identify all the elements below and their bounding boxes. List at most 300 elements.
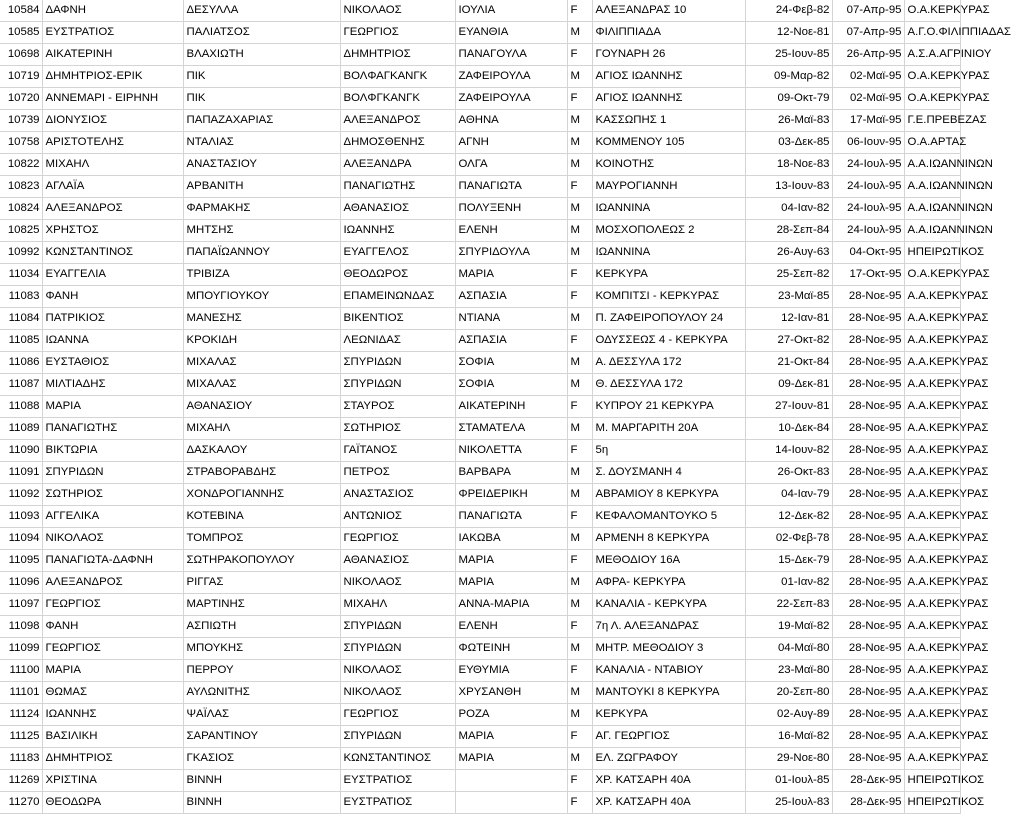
last-name-cell[interactable]: ΠΙΚ <box>183 88 340 110</box>
sex-cell[interactable]: F <box>567 506 592 528</box>
address-cell[interactable]: ΜΑΥΡΟΓΙΑΝΝΗ <box>592 176 745 198</box>
first-name-cell[interactable]: ΔΙΟΝΥΣΙΟΣ <box>42 110 183 132</box>
school-cell[interactable]: ΗΠΕΙΡΩΤΙΚΟΣ <box>904 242 960 264</box>
father-name-cell[interactable]: ΕΥΣΤΡΑΤΙΟΣ <box>340 770 455 792</box>
school-cell[interactable]: Α.Α.ΚΕΡΚΥΡΑΣ <box>904 638 960 660</box>
school-cell[interactable]: Α.Α.ΚΕΡΚΥΡΑΣ <box>904 352 960 374</box>
address-cell[interactable]: ΙΩΑΝΝΙΝΑ <box>592 198 745 220</box>
father-name-cell[interactable]: ΣΠΥΡΙΔΩΝ <box>340 638 455 660</box>
last-name-cell[interactable]: ΔΑΣΚΑΛΟΥ <box>183 440 340 462</box>
father-name-cell[interactable]: ΣΠΥΡΙΔΩΝ <box>340 374 455 396</box>
registration-date-cell[interactable]: 28-Νοε-95 <box>832 682 904 704</box>
school-cell[interactable]: Α.Α.ΚΕΡΚΥΡΑΣ <box>904 308 960 330</box>
record-id-cell[interactable]: 11270 <box>0 792 42 814</box>
address-cell[interactable]: ΜΕΘΟΔΙΟΥ 16Α <box>592 550 745 572</box>
sex-cell[interactable]: F <box>567 264 592 286</box>
record-id-cell[interactable]: 11125 <box>0 726 42 748</box>
registration-date-cell[interactable]: 02-Μαϊ-95 <box>832 88 904 110</box>
address-cell[interactable]: 7η Λ. ΑΛΕΞΑΝΔΡΑΣ <box>592 616 745 638</box>
birth-date-cell[interactable]: 20-Σεπ-80 <box>745 682 832 704</box>
last-name-cell[interactable]: ΠΑΛΙΑΤΣΟΣ <box>183 22 340 44</box>
father-name-cell[interactable]: ΝΙΚΟΛΑΟΣ <box>340 660 455 682</box>
last-name-cell[interactable]: ΜΙΧΑΗΛ <box>183 418 340 440</box>
father-name-cell[interactable]: ΑΝΤΩΝΙΟΣ <box>340 506 455 528</box>
registration-date-cell[interactable]: 28-Νοε-95 <box>832 352 904 374</box>
sex-cell[interactable]: M <box>567 198 592 220</box>
father-name-cell[interactable]: ΣΠΥΡΙΔΩΝ <box>340 352 455 374</box>
last-name-cell[interactable]: ΣΑΡΑΝΤΙΝΟΥ <box>183 726 340 748</box>
first-name-cell[interactable]: ΑΝΝΕΜΑΡΙ - ΕΙΡΗΝΗ <box>42 88 183 110</box>
address-cell[interactable]: ΚΥΠΡΟΥ 21 ΚΕΡΚΥΡΑ <box>592 396 745 418</box>
record-id-cell[interactable]: 11089 <box>0 418 42 440</box>
record-id-cell[interactable]: 10739 <box>0 110 42 132</box>
mother-name-cell[interactable]: ΑΣΠΑΣΙΑ <box>455 286 567 308</box>
sex-cell[interactable]: F <box>567 396 592 418</box>
last-name-cell[interactable]: ΔΕΣΥΛΛΑ <box>183 0 340 22</box>
father-name-cell[interactable]: ΑΝΑΣΤΑΣΙΟΣ <box>340 484 455 506</box>
school-cell[interactable]: Α.Α.ΚΕΡΚΥΡΑΣ <box>904 330 960 352</box>
mother-name-cell[interactable]: ΜΑΡΙΑ <box>455 550 567 572</box>
record-id-cell[interactable]: 10992 <box>0 242 42 264</box>
father-name-cell[interactable]: ΕΥΑΓΓΕΛΟΣ <box>340 242 455 264</box>
school-cell[interactable]: Ο.Α.ΚΕΡΚΥΡΑΣ <box>904 66 960 88</box>
address-cell[interactable]: ΧΡ. ΚΑΤΣΑΡΗ 40Α <box>592 770 745 792</box>
address-cell[interactable]: ΚΑΝΑΛΙΑ - ΝΤΑΒΙΟΥ <box>592 660 745 682</box>
mother-name-cell[interactable]: ΜΑΡΙΑ <box>455 572 567 594</box>
school-cell[interactable]: Α.Α.ΚΕΡΚΥΡΑΣ <box>904 418 960 440</box>
first-name-cell[interactable]: ΜΙΛΤΙΑΔΗΣ <box>42 374 183 396</box>
address-cell[interactable]: ΑΓΙΟΣ ΙΩΑΝΝΗΣ <box>592 66 745 88</box>
sex-cell[interactable]: M <box>567 352 592 374</box>
birth-date-cell[interactable]: 02-Φεβ-78 <box>745 528 832 550</box>
last-name-cell[interactable]: ΑΘΑΝΑΣΙΟΥ <box>183 396 340 418</box>
first-name-cell[interactable]: ΝΙΚΟΛΑΟΣ <box>42 528 183 550</box>
birth-date-cell[interactable]: 26-Αυγ-63 <box>745 242 832 264</box>
last-name-cell[interactable]: ΝΤΑΛΙΑΣ <box>183 132 340 154</box>
sex-cell[interactable]: M <box>567 308 592 330</box>
last-name-cell[interactable]: ΨΑΪΛΑΣ <box>183 704 340 726</box>
sex-cell[interactable]: M <box>567 484 592 506</box>
mother-name-cell[interactable]: ΣΟΦΙΑ <box>455 352 567 374</box>
sex-cell[interactable]: F <box>567 550 592 572</box>
address-cell[interactable]: ΚΑΝΑΛΙΑ - ΚΕΡΚΥΡΑ <box>592 594 745 616</box>
address-cell[interactable]: ΚΟΜΠΙΤΣΙ - ΚΕΡΚΥΡΑΣ <box>592 286 745 308</box>
last-name-cell[interactable]: ΒΙΝΝΗ <box>183 792 340 814</box>
sex-cell[interactable]: M <box>567 704 592 726</box>
first-name-cell[interactable]: ΧΡΗΣΤΟΣ <box>42 220 183 242</box>
father-name-cell[interactable]: ΔΗΜΟΣΘΕΝΗΣ <box>340 132 455 154</box>
mother-name-cell[interactable]: ΣΤΑΜΑΤΕΛΑ <box>455 418 567 440</box>
school-cell[interactable]: Α.Γ.Ο.ΦΙΛΙΠΠΙΑΔΑΣ <box>904 22 960 44</box>
mother-name-cell[interactable]: ΜΑΡΙΑ <box>455 748 567 770</box>
birth-date-cell[interactable]: 04-Ιαν-79 <box>745 484 832 506</box>
father-name-cell[interactable]: ΑΛΕΞΑΝΔΡΑ <box>340 154 455 176</box>
birth-date-cell[interactable]: 15-Δεκ-79 <box>745 550 832 572</box>
registration-date-cell[interactable]: 24-Ιουλ-95 <box>832 176 904 198</box>
birth-date-cell[interactable]: 02-Αυγ-89 <box>745 704 832 726</box>
registration-date-cell[interactable]: 28-Νοε-95 <box>832 286 904 308</box>
sex-cell[interactable]: M <box>567 528 592 550</box>
sex-cell[interactable]: F <box>567 792 592 814</box>
birth-date-cell[interactable]: 28-Σεπ-84 <box>745 220 832 242</box>
first-name-cell[interactable]: ΙΩΑΝΝΑ <box>42 330 183 352</box>
record-id-cell[interactable]: 10719 <box>0 66 42 88</box>
sex-cell[interactable]: M <box>567 220 592 242</box>
school-cell[interactable]: Α.Α.ΙΩΑΝΝΙΝΩΝ <box>904 154 960 176</box>
record-id-cell[interactable]: 11034 <box>0 264 42 286</box>
first-name-cell[interactable]: ΣΠΥΡΙΔΩΝ <box>42 462 183 484</box>
record-id-cell[interactable]: 11087 <box>0 374 42 396</box>
father-name-cell[interactable]: ΠΑΝΑΓΙΩΤΗΣ <box>340 176 455 198</box>
sex-cell[interactable]: M <box>567 374 592 396</box>
mother-name-cell[interactable]: ΝΙΚΟΛΕΤΤΑ <box>455 440 567 462</box>
school-cell[interactable]: Α.Α.ΚΕΡΚΥΡΑΣ <box>904 660 960 682</box>
mother-name-cell[interactable]: ΣΟΦΙΑ <box>455 374 567 396</box>
address-cell[interactable]: ΑΛΕΞΑΝΔΡΑΣ 10 <box>592 0 745 22</box>
last-name-cell[interactable]: ΠΑΠΑΪΩΑΝΝΟΥ <box>183 242 340 264</box>
father-name-cell[interactable]: ΣΤΑΥΡΟΣ <box>340 396 455 418</box>
birth-date-cell[interactable]: 13-Ιουν-83 <box>745 176 832 198</box>
birth-date-cell[interactable]: 16-Μαϊ-82 <box>745 726 832 748</box>
mother-name-cell[interactable]: ΜΑΡΙΑ <box>455 264 567 286</box>
school-cell[interactable]: Α.Σ.Α.ΑΓΡΙΝΙΟΥ <box>904 44 960 66</box>
last-name-cell[interactable]: ΣΤΡΑΒΟΡΑΒΔΗΣ <box>183 462 340 484</box>
registration-date-cell[interactable]: 17-Μαϊ-95 <box>832 110 904 132</box>
sex-cell[interactable]: M <box>567 66 592 88</box>
address-cell[interactable]: ΜΗΤΡ. ΜΕΘΟΔΙΟΥ 3 <box>592 638 745 660</box>
address-cell[interactable]: ΚΑΣΣΩΠΗΣ 1 <box>592 110 745 132</box>
sex-cell[interactable]: M <box>567 418 592 440</box>
record-id-cell[interactable]: 11083 <box>0 286 42 308</box>
registration-date-cell[interactable]: 28-Νοε-95 <box>832 616 904 638</box>
sex-cell[interactable]: F <box>567 44 592 66</box>
sex-cell[interactable]: M <box>567 748 592 770</box>
first-name-cell[interactable]: ΦΑΝΗ <box>42 286 183 308</box>
record-id-cell[interactable]: 11090 <box>0 440 42 462</box>
school-cell[interactable]: Α.Α.ΚΕΡΚΥΡΑΣ <box>904 594 960 616</box>
birth-date-cell[interactable]: 09-Δεκ-81 <box>745 374 832 396</box>
school-cell[interactable]: Α.Α.ΚΕΡΚΥΡΑΣ <box>904 682 960 704</box>
school-cell[interactable]: Α.Α.ΚΕΡΚΥΡΑΣ <box>904 572 960 594</box>
school-cell[interactable]: Α.Α.ΙΩΑΝΝΙΝΩΝ <box>904 198 960 220</box>
record-id-cell[interactable]: 10698 <box>0 44 42 66</box>
birth-date-cell[interactable]: 24-Φεβ-82 <box>745 0 832 22</box>
first-name-cell[interactable]: ΜΑΡΙΑ <box>42 396 183 418</box>
first-name-cell[interactable]: ΕΥΣΤΡΑΤΙΟΣ <box>42 22 183 44</box>
mother-name-cell[interactable]: ΑΣΠΑΣΙΑ <box>455 330 567 352</box>
school-cell[interactable]: Α.Α.ΚΕΡΚΥΡΑΣ <box>904 374 960 396</box>
first-name-cell[interactable]: ΔΗΜΗΤΡΙΟΣ <box>42 748 183 770</box>
birth-date-cell[interactable]: 27-Ιουν-81 <box>745 396 832 418</box>
father-name-cell[interactable]: ΒΟΛΦΑΓΚΑΝΓΚ <box>340 66 455 88</box>
first-name-cell[interactable]: ΦΑΝΗ <box>42 616 183 638</box>
father-name-cell[interactable]: ΑΘΑΝΑΣΙΟΣ <box>340 198 455 220</box>
birth-date-cell[interactable]: 19-Μαϊ-82 <box>745 616 832 638</box>
sex-cell[interactable]: F <box>567 286 592 308</box>
first-name-cell[interactable]: ΑΡΙΣΤΟΤΕΛΗΣ <box>42 132 183 154</box>
father-name-cell[interactable]: ΓΕΩΡΓΙΟΣ <box>340 528 455 550</box>
sex-cell[interactable]: M <box>567 22 592 44</box>
mother-name-cell[interactable]: ΕΛΕΝΗ <box>455 220 567 242</box>
school-cell[interactable]: Α.Α.ΚΕΡΚΥΡΑΣ <box>904 462 960 484</box>
birth-date-cell[interactable]: 21-Οκτ-84 <box>745 352 832 374</box>
first-name-cell[interactable]: ΜΙΧΑΗΛ <box>42 154 183 176</box>
address-cell[interactable]: ΑΓ. ΓΕΩΡΓΙΟΣ <box>592 726 745 748</box>
last-name-cell[interactable]: ΤΟΜΠΡΟΣ <box>183 528 340 550</box>
school-cell[interactable]: Γ.Ε.ΠΡΕΒΕΖΑΣ <box>904 110 960 132</box>
birth-date-cell[interactable]: 25-Ιουν-85 <box>745 44 832 66</box>
first-name-cell[interactable]: ΑΛΕΞΑΝΔΡΟΣ <box>42 198 183 220</box>
school-cell[interactable]: Α.Α.ΚΕΡΚΥΡΑΣ <box>904 484 960 506</box>
last-name-cell[interactable]: ΜΠΟΥΓΙΟΥΚΟΥ <box>183 286 340 308</box>
father-name-cell[interactable]: ΣΩΤΗΡΙΟΣ <box>340 418 455 440</box>
mother-name-cell[interactable]: ΑΝΝΑ-ΜΑΡΙΑ <box>455 594 567 616</box>
mother-name-cell[interactable]: ΦΡΕΙΔΕΡΙΚΗ <box>455 484 567 506</box>
sex-cell[interactable]: M <box>567 154 592 176</box>
first-name-cell[interactable]: ΒΑΣΙΛΙΚΗ <box>42 726 183 748</box>
registration-date-cell[interactable]: 17-Οκτ-95 <box>832 264 904 286</box>
registration-date-cell[interactable]: 28-Νοε-95 <box>832 594 904 616</box>
record-id-cell[interactable]: 11101 <box>0 682 42 704</box>
father-name-cell[interactable]: ΑΛΕΞΑΝΔΡΟΣ <box>340 110 455 132</box>
father-name-cell[interactable]: ΒΙΚΕΝΤΙΟΣ <box>340 308 455 330</box>
last-name-cell[interactable]: ΜΙΧΑΛΑΣ <box>183 352 340 374</box>
mother-name-cell[interactable]: ΙΑΚΩΒΑ <box>455 528 567 550</box>
father-name-cell[interactable]: ΓΕΩΡΓΙΟΣ <box>340 704 455 726</box>
mother-name-cell[interactable]: ΠΑΝΑΓΙΩΤΑ <box>455 176 567 198</box>
mother-name-cell[interactable]: ΠΑΝΑΓΟΥΛΑ <box>455 44 567 66</box>
sex-cell[interactable]: M <box>567 462 592 484</box>
first-name-cell[interactable]: ΘΩΜΑΣ <box>42 682 183 704</box>
record-id-cell[interactable]: 10720 <box>0 88 42 110</box>
record-id-cell[interactable]: 11099 <box>0 638 42 660</box>
registration-date-cell[interactable]: 28-Νοε-95 <box>832 462 904 484</box>
record-id-cell[interactable]: 10758 <box>0 132 42 154</box>
mother-name-cell[interactable]: ΒΑΡΒΑΡΑ <box>455 462 567 484</box>
birth-date-cell[interactable]: 26-Οκτ-83 <box>745 462 832 484</box>
registration-date-cell[interactable]: 02-Μαϊ-95 <box>832 66 904 88</box>
last-name-cell[interactable]: ΓΚΑΣΙΟΣ <box>183 748 340 770</box>
address-cell[interactable]: ΚΕΦΑΛΟΜΑΝΤΟΥΚΟ 5 <box>592 506 745 528</box>
school-cell[interactable]: Α.Α.ΚΕΡΚΥΡΑΣ <box>904 506 960 528</box>
record-id-cell[interactable]: 10584 <box>0 0 42 22</box>
school-cell[interactable]: ΗΠΕΙΡΩΤΙΚΟΣ <box>904 792 960 814</box>
record-id-cell[interactable]: 10585 <box>0 22 42 44</box>
last-name-cell[interactable]: ΑΡΒΑΝΙΤΗ <box>183 176 340 198</box>
birth-date-cell[interactable]: 04-Ιαν-82 <box>745 198 832 220</box>
last-name-cell[interactable]: ΚΡΟΚΙΔΗ <box>183 330 340 352</box>
mother-name-cell[interactable]: ΠΟΛΥΞΕΝΗ <box>455 198 567 220</box>
registration-date-cell[interactable]: 07-Απρ-95 <box>832 0 904 22</box>
father-name-cell[interactable]: ΑΘΑΝΑΣΙΟΣ <box>340 550 455 572</box>
birth-date-cell[interactable]: 01-Ιουλ-85 <box>745 770 832 792</box>
mother-name-cell[interactable]: ΠΑΝΑΓΙΩΤΑ <box>455 506 567 528</box>
record-id-cell[interactable]: 11093 <box>0 506 42 528</box>
school-cell[interactable]: Ο.Α.ΑΡΤΑΣ <box>904 132 960 154</box>
address-cell[interactable]: ΚΕΡΚΥΡΑ <box>592 264 745 286</box>
registration-date-cell[interactable]: 24-Ιουλ-95 <box>832 220 904 242</box>
birth-date-cell[interactable]: 18-Νοε-83 <box>745 154 832 176</box>
mother-name-cell[interactable]: ΙΟΥΛΙΑ <box>455 0 567 22</box>
school-cell[interactable]: Ο.Α.ΚΕΡΚΥΡΑΣ <box>904 264 960 286</box>
record-id-cell[interactable]: 11091 <box>0 462 42 484</box>
registration-date-cell[interactable]: 28-Δεκ-95 <box>832 770 904 792</box>
father-name-cell[interactable]: ΛΕΩΝΙΔΑΣ <box>340 330 455 352</box>
sex-cell[interactable]: F <box>567 88 592 110</box>
first-name-cell[interactable]: ΑΙΚΑΤΕΡΙΝΗ <box>42 44 183 66</box>
mother-name-cell[interactable]: ΡΟΖΑ <box>455 704 567 726</box>
last-name-cell[interactable]: ΑΝΑΣΤΑΣΙΟΥ <box>183 154 340 176</box>
birth-date-cell[interactable]: 12-Ιαν-81 <box>745 308 832 330</box>
registration-date-cell[interactable]: 07-Απρ-95 <box>832 22 904 44</box>
registration-date-cell[interactable]: 28-Νοε-95 <box>832 660 904 682</box>
birth-date-cell[interactable]: 09-Μαρ-82 <box>745 66 832 88</box>
registration-date-cell[interactable]: 28-Νοε-95 <box>832 550 904 572</box>
school-cell[interactable]: Α.Α.ΙΩΑΝΝΙΝΩΝ <box>904 220 960 242</box>
registration-date-cell[interactable]: 24-Ιουλ-95 <box>832 198 904 220</box>
address-cell[interactable]: ΜΟΣΧΟΠΟΛΕΩΣ 2 <box>592 220 745 242</box>
first-name-cell[interactable]: ΙΩΑΝΝΗΣ <box>42 704 183 726</box>
last-name-cell[interactable]: ΣΩΤΗΡΑΚΟΠΟΥΛΟΥ <box>183 550 340 572</box>
last-name-cell[interactable]: ΡΙΓΓΑΣ <box>183 572 340 594</box>
last-name-cell[interactable]: ΧΟΝΔΡΟΓΙΑΝΝΗΣ <box>183 484 340 506</box>
record-id-cell[interactable]: 11098 <box>0 616 42 638</box>
sex-cell[interactable]: M <box>567 638 592 660</box>
school-cell[interactable]: ΗΠΕΙΡΩΤΙΚΟΣ <box>904 770 960 792</box>
registration-date-cell[interactable]: 28-Νοε-95 <box>832 506 904 528</box>
sex-cell[interactable]: F <box>567 176 592 198</box>
sex-cell[interactable]: M <box>567 594 592 616</box>
first-name-cell[interactable]: ΓΕΩΡΓΙΟΣ <box>42 638 183 660</box>
sex-cell[interactable]: M <box>567 572 592 594</box>
address-cell[interactable]: Μ. ΜΑΡΓΑΡΙΤΗ 20Α <box>592 418 745 440</box>
address-cell[interactable]: ΧΡ. ΚΑΤΣΑΡΗ 40Α <box>592 792 745 814</box>
first-name-cell[interactable]: ΧΡΙΣΤΙΝΑ <box>42 770 183 792</box>
address-cell[interactable]: ΙΩΑΝΝΙΝΑ <box>592 242 745 264</box>
mother-name-cell[interactable]: ΦΩΤΕΙΝΗ <box>455 638 567 660</box>
sex-cell[interactable]: F <box>567 770 592 792</box>
last-name-cell[interactable]: ΑΥΛΩΝΙΤΗΣ <box>183 682 340 704</box>
school-cell[interactable]: Α.Α.ΚΕΡΚΥΡΑΣ <box>904 616 960 638</box>
father-name-cell[interactable]: ΙΩΑΝΝΗΣ <box>340 220 455 242</box>
registration-date-cell[interactable]: 28-Νοε-95 <box>832 572 904 594</box>
father-name-cell[interactable]: ΘΕΟΔΩΡΟΣ <box>340 264 455 286</box>
registration-date-cell[interactable]: 28-Νοε-95 <box>832 484 904 506</box>
record-id-cell[interactable]: 11124 <box>0 704 42 726</box>
school-cell[interactable]: Α.Α.ΚΕΡΚΥΡΑΣ <box>904 528 960 550</box>
registration-date-cell[interactable]: 06-Ιουν-95 <box>832 132 904 154</box>
first-name-cell[interactable]: ΕΥΣΤΑΘΙΟΣ <box>42 352 183 374</box>
last-name-cell[interactable]: ΜΑΡΤΙΝΗΣ <box>183 594 340 616</box>
record-id-cell[interactable]: 11100 <box>0 660 42 682</box>
mother-name-cell[interactable]: ΧΡΥΣΑΝΘΗ <box>455 682 567 704</box>
address-cell[interactable]: ΑΦΡΑ- ΚΕΡΚΥΡΑ <box>592 572 745 594</box>
school-cell[interactable]: Α.Α.ΚΕΡΚΥΡΑΣ <box>904 440 960 462</box>
address-cell[interactable]: ΚΟΙΝΟΤΗΣ <box>592 154 745 176</box>
sex-cell[interactable]: M <box>567 110 592 132</box>
address-cell[interactable]: ΑΡΜΕΝΗ 8 ΚΕΡΚΥΡΑ <box>592 528 745 550</box>
record-id-cell[interactable]: 10822 <box>0 154 42 176</box>
school-cell[interactable]: Α.Α.ΚΕΡΚΥΡΑΣ <box>904 748 960 770</box>
address-cell[interactable]: Θ. ΔΕΣΣΥΛΑ 172 <box>592 374 745 396</box>
father-name-cell[interactable]: ΕΥΣΤΡΑΤΙΟΣ <box>340 792 455 814</box>
last-name-cell[interactable]: ΜΙΧΑΛΑΣ <box>183 374 340 396</box>
first-name-cell[interactable]: ΔΑΦΝΗ <box>42 0 183 22</box>
mother-name-cell[interactable]: ΣΠΥΡΙΔΟΥΛΑ <box>455 242 567 264</box>
first-name-cell[interactable]: ΠΑΤΡΙΚΙΟΣ <box>42 308 183 330</box>
last-name-cell[interactable]: ΠΑΠΑΖΑΧΑΡΙΑΣ <box>183 110 340 132</box>
address-cell[interactable]: Π. ΖΑΦΕΙΡΟΠΟΥΛΟΥ 24 <box>592 308 745 330</box>
birth-date-cell[interactable]: 12-Νοε-81 <box>745 22 832 44</box>
record-id-cell[interactable]: 11097 <box>0 594 42 616</box>
birth-date-cell[interactable]: 04-Μαϊ-80 <box>745 638 832 660</box>
birth-date-cell[interactable]: 22-Σεπ-83 <box>745 594 832 616</box>
registration-date-cell[interactable]: 28-Νοε-95 <box>832 308 904 330</box>
record-id-cell[interactable]: 11086 <box>0 352 42 374</box>
mother-name-cell[interactable] <box>455 792 567 814</box>
mother-name-cell[interactable] <box>455 770 567 792</box>
mother-name-cell[interactable]: ΕΥΑΝΘΙΑ <box>455 22 567 44</box>
record-id-cell[interactable]: 11183 <box>0 748 42 770</box>
address-cell[interactable]: ΦΙΛΙΠΠΙΑΔΑ <box>592 22 745 44</box>
last-name-cell[interactable]: ΜΠΟΥΚΗΣ <box>183 638 340 660</box>
last-name-cell[interactable]: ΒΙΝΝΗ <box>183 770 340 792</box>
birth-date-cell[interactable]: 03-Δεκ-85 <box>745 132 832 154</box>
father-name-cell[interactable]: ΜΙΧΑΗΛ <box>340 594 455 616</box>
father-name-cell[interactable]: ΣΠΥΡΙΔΩΝ <box>340 616 455 638</box>
school-cell[interactable]: Α.Α.ΚΕΡΚΥΡΑΣ <box>904 726 960 748</box>
address-cell[interactable]: ΚΟΜΜΕΝΟΥ 105 <box>592 132 745 154</box>
address-cell[interactable]: ΟΔΥΣΣΕΩΣ 4 - ΚΕΡΚΥΡΑ <box>592 330 745 352</box>
first-name-cell[interactable]: ΓΕΩΡΓΙΟΣ <box>42 594 183 616</box>
record-id-cell[interactable]: 11092 <box>0 484 42 506</box>
address-cell[interactable]: Σ. ΔΟΥΣΜΑΝΗ 4 <box>592 462 745 484</box>
father-name-cell[interactable]: ΠΕΤΡΟΣ <box>340 462 455 484</box>
last-name-cell[interactable]: ΤΡΙΒΙΖΑ <box>183 264 340 286</box>
birth-date-cell[interactable]: 29-Νοε-80 <box>745 748 832 770</box>
registration-date-cell[interactable]: 28-Νοε-95 <box>832 704 904 726</box>
record-id-cell[interactable]: 11094 <box>0 528 42 550</box>
address-cell[interactable]: 5η <box>592 440 745 462</box>
first-name-cell[interactable]: ΑΛΕΞΑΝΔΡΟΣ <box>42 572 183 594</box>
sex-cell[interactable]: F <box>567 616 592 638</box>
address-cell[interactable]: ΓΟΥΝΑΡΗ 26 <box>592 44 745 66</box>
first-name-cell[interactable]: ΚΩΝΣΤΑΝΤΙΝΟΣ <box>42 242 183 264</box>
birth-date-cell[interactable]: 12-Δεκ-82 <box>745 506 832 528</box>
registration-date-cell[interactable]: 28-Νοε-95 <box>832 330 904 352</box>
first-name-cell[interactable]: ΑΓΓΕΛΙΚΑ <box>42 506 183 528</box>
record-id-cell[interactable]: 10825 <box>0 220 42 242</box>
birth-date-cell[interactable]: 10-Δεκ-84 <box>745 418 832 440</box>
mother-name-cell[interactable]: ΑΘΗΝΑ <box>455 110 567 132</box>
registration-date-cell[interactable]: 28-Νοε-95 <box>832 374 904 396</box>
birth-date-cell[interactable]: 27-Οκτ-82 <box>745 330 832 352</box>
last-name-cell[interactable]: ΒΛΑΧΙΩΤΗ <box>183 44 340 66</box>
mother-name-cell[interactable]: ΝΤΙΑΝΑ <box>455 308 567 330</box>
sex-cell[interactable]: M <box>567 132 592 154</box>
school-cell[interactable]: Α.Α.ΚΕΡΚΥΡΑΣ <box>904 704 960 726</box>
first-name-cell[interactable]: ΠΑΝΑΓΙΩΤΗΣ <box>42 418 183 440</box>
birth-date-cell[interactable]: 23-Μαϊ-80 <box>745 660 832 682</box>
record-id-cell[interactable]: 11095 <box>0 550 42 572</box>
last-name-cell[interactable]: ΜΗΤΣΗΣ <box>183 220 340 242</box>
father-name-cell[interactable]: ΝΙΚΟΛΑΟΣ <box>340 0 455 22</box>
mother-name-cell[interactable]: ΕΥΘΥΜΙΑ <box>455 660 567 682</box>
birth-date-cell[interactable]: 23-Μαϊ-85 <box>745 286 832 308</box>
first-name-cell[interactable]: ΠΑΝΑΓΙΩΤΑ-ΔΑΦΝΗ <box>42 550 183 572</box>
registration-date-cell[interactable]: 28-Δεκ-95 <box>832 792 904 814</box>
record-id-cell[interactable]: 11269 <box>0 770 42 792</box>
